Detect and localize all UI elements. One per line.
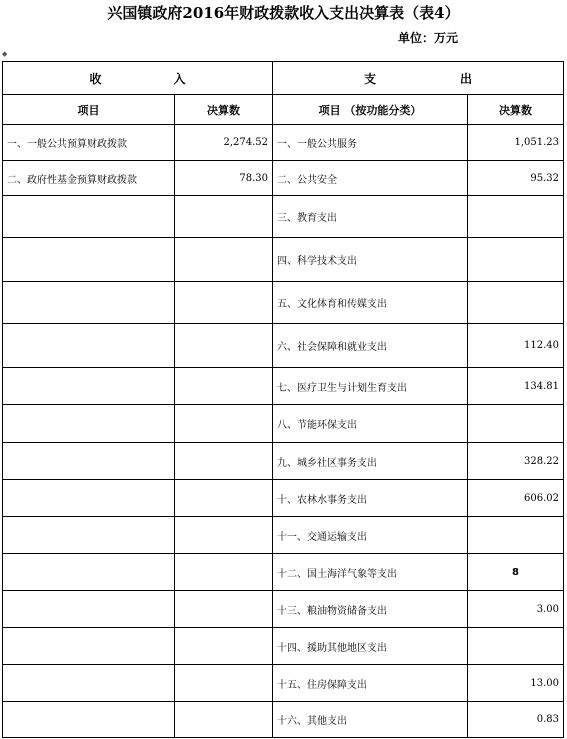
income-item-cell (3, 196, 175, 238)
expense-item-cell: 十六、其他支出 (273, 702, 468, 738)
expense-amount-cell (468, 405, 564, 443)
table-row (3, 628, 564, 665)
expense-item-cell: 六、社会保障和就业支出 (273, 324, 468, 368)
income-amount-cell (175, 554, 273, 591)
income-amount-header: 决算数 (175, 95, 273, 125)
expense-amount-cell (468, 517, 564, 554)
expense-item-cell: 五、文化体育和传媒支出 (273, 282, 468, 324)
income-item-cell (3, 405, 175, 443)
income-amount-cell (175, 324, 273, 368)
expense-item-header: 项目 （按功能分类） (273, 95, 468, 125)
expense-item-cell: 二、公共安全 (273, 161, 468, 196)
expense-amount-cell (468, 196, 564, 238)
header-row-main (3, 62, 564, 95)
table-row (3, 480, 564, 517)
income-item-cell (3, 324, 175, 368)
expense-amount-cell: 95.32 (468, 161, 564, 196)
income-amount-cell (175, 282, 273, 324)
expense-amount-cell: 8 (468, 554, 564, 591)
income-header: 收 入 (3, 62, 273, 95)
expense-item-cell: 十一、交通运输支出 (273, 517, 468, 554)
expense-item-cell: 十五、住房保障支出 (273, 665, 468, 702)
income-item-cell (3, 368, 175, 405)
expense-item-cell: 十、农林水事务支出 (273, 480, 468, 517)
table-row (3, 665, 564, 702)
income-item-cell (3, 628, 175, 665)
income-item-cell (3, 591, 175, 628)
page-title: 兴国镇政府2016年财政拨款收入支出决算表（表4） (107, 4, 460, 22)
income-amount-cell (175, 368, 273, 405)
expense-amount-cell: 606.02 (468, 480, 564, 517)
table-row (3, 125, 564, 161)
income-amount-cell (175, 628, 273, 665)
expense-item-cell: 十四、援助其他地区支出 (273, 628, 468, 665)
expense-item-cell: 三、教育支出 (273, 196, 468, 238)
income-amount-cell: 2,274.52 (175, 125, 273, 161)
expense-amount-cell (468, 238, 564, 282)
expense-amount-cell (468, 282, 564, 324)
expense-item-cell: 四、科学技术支出 (273, 238, 468, 282)
expense-amount-cell: 0.83 (468, 702, 564, 738)
income-amount-cell (175, 591, 273, 628)
expense-amount-header: 决算数 (468, 95, 564, 125)
income-item-cell (3, 702, 175, 738)
income-item-cell (3, 665, 175, 702)
table-row (3, 324, 564, 368)
income-item-cell: 二、政府性基金预算财政拨款 (3, 161, 175, 196)
expense-amount-cell: 328.22 (468, 443, 564, 480)
income-amount-cell (175, 517, 273, 554)
income-item-cell (3, 238, 175, 282)
income-amount-cell (175, 405, 273, 443)
expense-item-cell: 一、一般公共服务 (273, 125, 468, 161)
budget-table (2, 61, 564, 738)
anchor-marker-icon: ◆ (2, 50, 8, 58)
table-row (3, 196, 564, 238)
income-amount-cell (175, 702, 273, 738)
table-row (3, 405, 564, 443)
table-row (3, 161, 564, 196)
header-row-sub (3, 95, 564, 125)
income-amount-cell: 78.30 (175, 161, 273, 196)
table-row (3, 591, 564, 628)
income-item-cell (3, 443, 175, 480)
income-item-cell (3, 517, 175, 554)
table-row (3, 282, 564, 324)
income-item-cell (3, 480, 175, 517)
table-row (3, 517, 564, 554)
income-item-header: 项目 (3, 95, 175, 125)
income-item-cell (3, 282, 175, 324)
expense-item-cell: 九、城乡社区事务支出 (273, 443, 468, 480)
income-amount-cell (175, 196, 273, 238)
income-item-cell: 一、一般公共预算财政拨款 (3, 125, 175, 161)
unit-label: 单位：万元 (398, 31, 459, 45)
income-amount-cell (175, 443, 273, 480)
table-body (3, 125, 564, 738)
table-row (3, 554, 564, 591)
table-row (3, 238, 564, 282)
expense-header: 支 出 (273, 62, 564, 95)
income-item-cell (3, 554, 175, 591)
table-row (3, 368, 564, 405)
expense-item-cell: 十二、国土海洋气象等支出 (273, 554, 468, 591)
expense-amount-cell (468, 628, 564, 665)
table-row (3, 443, 564, 480)
income-amount-cell (175, 480, 273, 517)
expense-amount-cell: 112.40 (468, 324, 564, 368)
expense-amount-cell: 3.00 (468, 591, 564, 628)
expense-amount-cell: 1,051.23 (468, 125, 564, 161)
expense-amount-cell: 13.00 (468, 665, 564, 702)
expense-amount-cell: 134.81 (468, 368, 564, 405)
income-amount-cell (175, 238, 273, 282)
expense-item-cell: 十三、粮油物资储备支出 (273, 591, 468, 628)
income-amount-cell (175, 665, 273, 702)
expense-item-cell: 七、医疗卫生与计划生育支出 (273, 368, 468, 405)
expense-item-cell: 八、节能环保支出 (273, 405, 468, 443)
table-row (3, 702, 564, 738)
